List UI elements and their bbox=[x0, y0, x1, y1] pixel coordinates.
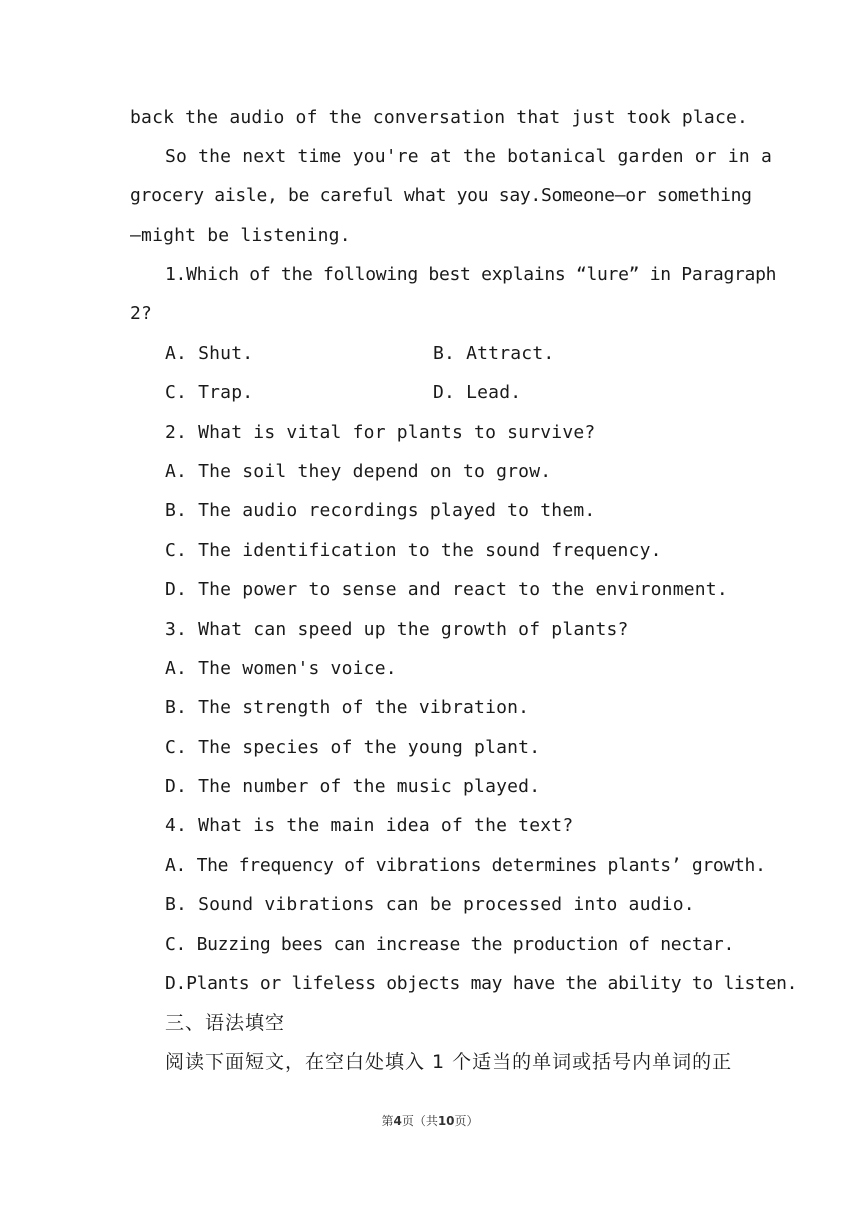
question-2-option-b: B. The audio recordings played to them. bbox=[165, 500, 596, 521]
footer-middle: 页（共 bbox=[401, 1114, 438, 1128]
question-4-option-c: C. Buzzing bees can increase the production of nectar. bbox=[165, 934, 734, 955]
question-4-option-b: B. Sound vibrations can be processed into audio. bbox=[165, 894, 695, 915]
question-2-option-d: D. The power to sense and react to the environment. bbox=[165, 579, 728, 600]
question-4-option-d: D.Plants or lifeless objects may have the ability to listen. bbox=[165, 973, 798, 994]
question-1-option-c: C. Trap. bbox=[165, 382, 254, 403]
footer-page-number: 4 bbox=[393, 1114, 402, 1128]
question-4-stem: 4. What is the main idea of the text? bbox=[165, 815, 574, 836]
question-1-option-b: B. Attract. bbox=[433, 343, 555, 364]
question-3-stem: 3. What can speed up the growth of plants? bbox=[165, 619, 629, 640]
question-3-option-a: A. The women's voice. bbox=[165, 658, 397, 679]
footer-suffix: 页） bbox=[454, 1114, 479, 1128]
section-instruction: 阅读下面短文，在空白处填入 1 个适当的单词或括号内单词的正 bbox=[165, 1051, 733, 1073]
question-1-stem: 1.Which of the following best explains “lure” in Paragraph bbox=[165, 264, 777, 285]
passage-line: —might be listening. bbox=[130, 225, 351, 246]
question-2-stem: 2. What is vital for plants to survive? bbox=[165, 422, 596, 443]
question-3-option-c: C. The species of the young plant. bbox=[165, 737, 541, 758]
passage-line: back the audio of the conversation that just took place. bbox=[130, 107, 749, 128]
question-2-option-c: C. The identification to the sound frequency. bbox=[165, 540, 662, 561]
passage-line: grocery aisle, be careful what you say.Someone—or something bbox=[130, 185, 752, 206]
question-1-option-d: D. Lead. bbox=[433, 382, 522, 403]
question-3-option-d: D. The number of the music played. bbox=[165, 776, 541, 797]
question-1-stem-continued: 2? bbox=[130, 303, 153, 324]
question-3-option-b: B. The strength of the vibration. bbox=[165, 697, 530, 718]
question-1-option-a: A. Shut. bbox=[165, 343, 254, 364]
question-4-option-a: A. The frequency of vibrations determines plants’ growth. bbox=[165, 855, 766, 876]
footer-total-pages: 10 bbox=[437, 1114, 455, 1128]
footer-prefix: 第 bbox=[381, 1114, 394, 1128]
page-footer bbox=[0, 1112, 860, 1129]
question-2-option-a: A. The soil they depend on to grow. bbox=[165, 461, 552, 482]
passage-line: So the next time you're at the botanical garden or in a bbox=[165, 146, 773, 167]
section-heading: 三、语法填空 bbox=[165, 1012, 286, 1034]
